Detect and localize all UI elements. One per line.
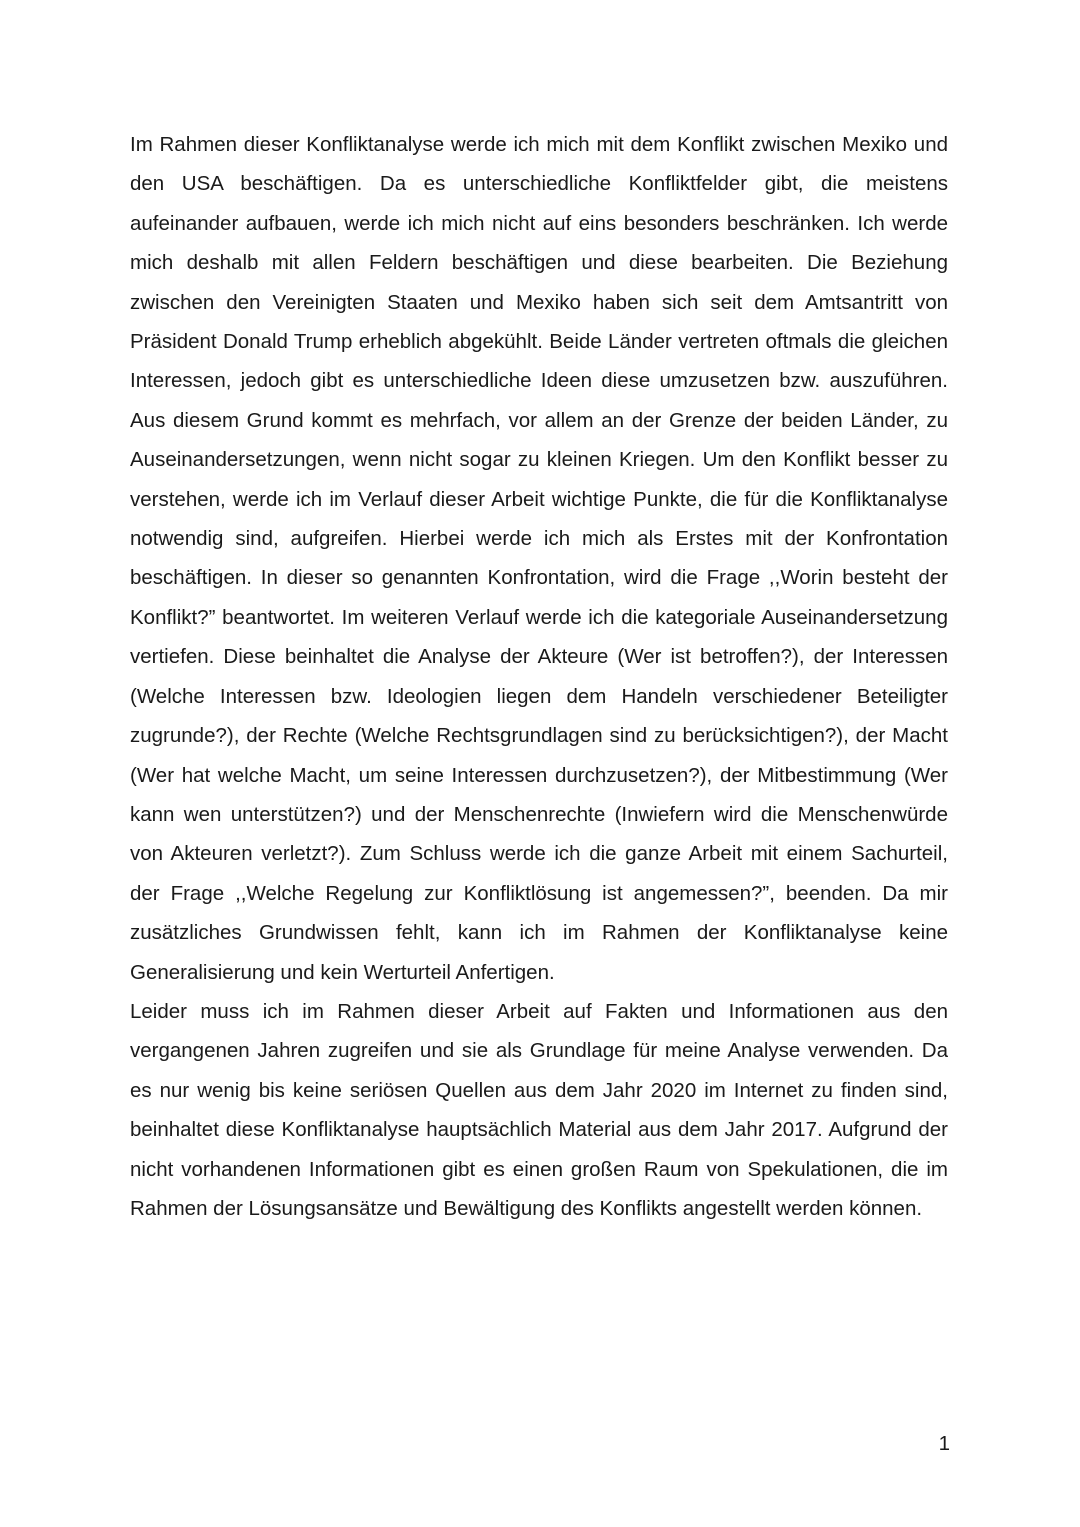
body-text: [130, 125, 948, 1228]
paragraph-introduction: Im Rahmen dieser Konfliktanalyse werde ich mich mit dem Konflikt zwischen Mexiko und den USA beschäftigen. Da es unterschiedliche Konfliktfelder gibt, die meistens aufeinander aufbauen, werde ich mich nicht auf eins besonders beschränken. Ich werde mich deshalb mit allen Feldern beschäftigen und diese bearbeiten. Die Beziehung zwischen den Vereinigten Staaten und Mexiko haben sich seit dem Amtsantritt von Präsident Donald Trump erheblich abgekühlt. Beide Länder vertreten oftmals die gleichen Interessen, jedoch gibt es unterschiedliche Ideen diese umzusetzen bzw. auszuführen. Aus diesem Grund kommt es mehrfach, vor allem an der Grenze der beiden Länder, zu Auseinandersetzungen, wenn nicht sogar zu kleinen Kriegen. Um den Konflikt besser zu verstehen, werde ich im Verlauf dieser Arbeit wichtige Punkte, die für die Konfliktanalyse notwendig sind, aufgreifen. Hierbei werde ich mich als Erstes mit der Konfrontation beschäftigen. In dieser so genannten Konfrontation, wird die Frage ,,Worin besteht der Konflikt?” beantwortet. Im weiteren Verlauf werde ich die kategoriale Auseinandersetzung vertiefen. Diese beinhaltet die Analyse der Akteure (Wer ist betroffen?), der Interessen (Welche Interessen bzw. Ideologien liegen dem Handeln verschiedener Beteiligter zugrunde?), der Rechte (Welche Rechtsgrundlagen sind zu berücksichtigen?), der Macht (Wer hat welche Macht, um seine Interessen durchzusetzen?), der Mitbestimmung (Wer kann wen unterstützen?) und der Menschenrechte (Inwiefern wird die Menschenwürde von Akteuren verletzt?). Zum Schluss werde ich die ganze Arbeit mit einem Sachurteil, der Frage ,,Welche Regelung zur Konfliktlösung ist angemessen?”, beenden. Da mir zusätzliches Grundwissen fehlt, kann ich im Rahmen der Konfliktanalyse keine Generalisierung und kein Werturteil Anfertigen.: [130, 133, 948, 984]
page-number: 1: [938, 1432, 950, 1455]
paragraph-sources-note: Leider muss ich im Rahmen dieser Arbeit auf Fakten und Informationen aus den vergangenen Jahren zugreifen und sie als Grundlage für meine Analyse verwenden. Da es nur wenig bis keine seriösen Quellen aus dem Jahr 2020 im Internet zu finden sind, beinhaltet diese Konfliktanalyse hauptsächlich Material aus dem Jahr 2017. Aufgrund der nicht vorhandenen Informationen gibt es einen großen Raum von Spekulationen, die im Rahmen der Lösungsansätze und Bewältigung des Konflikts angestellt werden können.: [130, 999, 948, 1220]
